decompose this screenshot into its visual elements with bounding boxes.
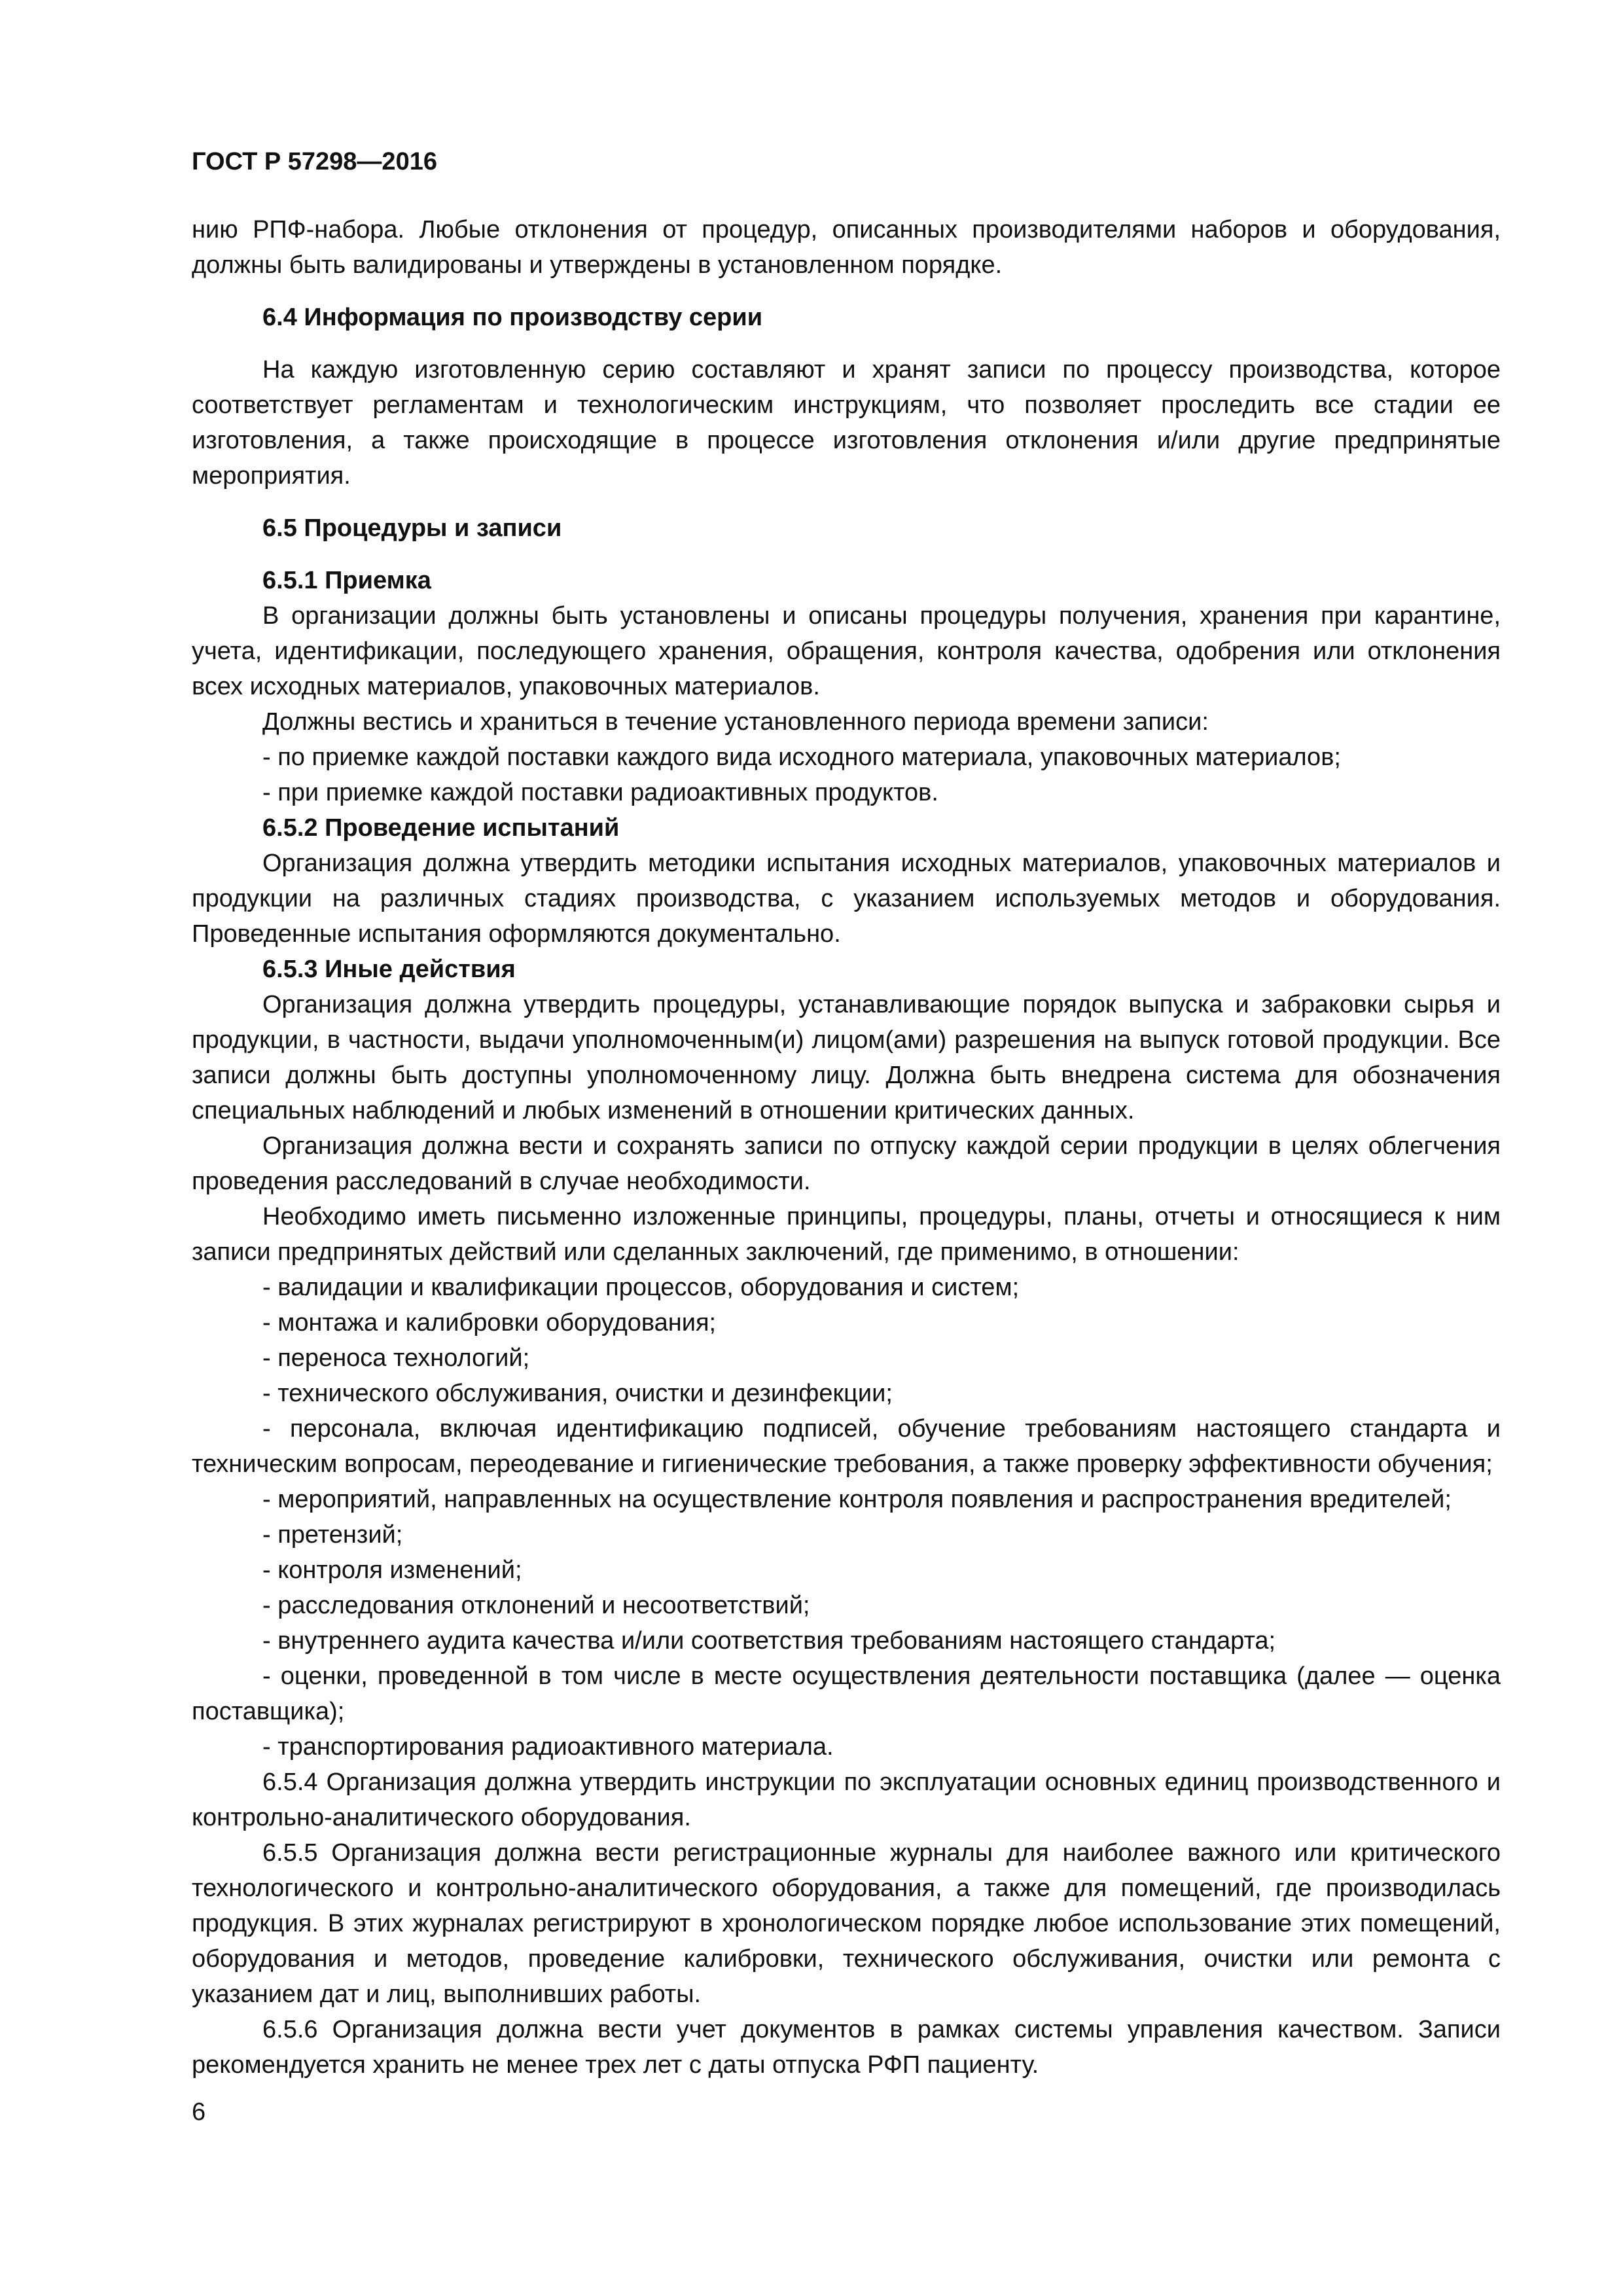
list-item: - персонала, включая идентификацию подписей, обучение требованиям настоящего стандарта и техническим вопросам, переодевание и гигиенические требования, а также проверку эффективности обучения; xyxy=(192,1415,1501,1478)
section-6-5-3-text-b: Организация должна вести и сохранять записи по отпуску каждой серии продукции в целях облегчения проведения расследований в случае необходимости. xyxy=(192,1132,1501,1195)
list-item: - оценки, проведенной в том числе в месте осуществления деятельности поставщика (далее — оценка поставщика); xyxy=(192,1662,1501,1725)
page-number: 6 xyxy=(192,2098,206,2126)
section-6-5-3-title: 6.5.3 Иные действия xyxy=(262,956,516,983)
section-6-5-title: 6.5 Процедуры и записи xyxy=(262,514,562,542)
section-6-5-1-text-a: В организации должны быть установлены и описаны процедуры получения, хранения при карантине, учета, идентификации, последующего хранения, обращения, контроля качества, одобрения или отклонения всех исходных материалов, упаковочных материалов. xyxy=(192,602,1501,700)
list-item: - контроля изменений; xyxy=(262,1556,522,1584)
paragraph-continuation: нию РПФ-набора. Любые отклонения от процедур, описанных производителями наборов и оборудования, должны быть валидированы и утверждены в установленном порядке. xyxy=(192,216,1501,279)
document-page xyxy=(192,149,1501,2083)
list-item: - переноса технологий; xyxy=(262,1344,530,1372)
list-item: - при приемке каждой поставки радиоактивных продуктов. xyxy=(262,779,938,806)
section-6-5-5-text: 6.5.5 Организация должна вести регистрационные журналы для наиболее важного или критического технологического и контрольно-аналитического оборудования, а также для помещений, где производилась продукция. В этих журналах регистрируют в хронологическом порядке любое использование этих помещений, оборудования и методов, проведение калибровки, технического обслуживания, очистки или ремонта с указанием дат и лиц, выполнивших работы. xyxy=(192,1839,1501,2008)
section-6-4-text: На каждую изготовленную серию составляют и хранят записи по процессу производства, которое соответствует регламентам и технологическим инструкциям, что позволяет проследить все стадии ее изготовления, а также происходящие в процессе изготовления отклонения и/или другие предпринятые мероприятия. xyxy=(192,356,1501,490)
list-item: - претензий; xyxy=(262,1521,403,1549)
list-item: - транспортирования радиоактивного материала. xyxy=(262,1733,834,1761)
list-item: - внутреннего аудита качества и/или соответствия требованиям настоящего стандарта; xyxy=(262,1627,1276,1655)
section-6-5-6-text: 6.5.6 Организация должна вести учет документов в рамках системы управления качеством. Записи рекомендуется хранить не менее трех лет с даты отпуска РФП пациенту. xyxy=(192,2016,1501,2079)
section-6-5-3-text-c: Необходимо иметь письменно изложенные принципы, процедуры, планы, отчеты и относящиеся к ним записи предпринятых действий или сделанных заключений, где применимо, в отношении: xyxy=(192,1203,1501,1266)
section-6-5-4-text: 6.5.4 Организация должна утвердить инструкции по эксплуатации основных единиц производственного и контрольно-аналитического оборудования. xyxy=(192,1768,1501,1831)
list-item: - расследования отклонений и несоответствий; xyxy=(262,1592,810,1619)
document-code: ГОСТ Р 57298—2016 xyxy=(192,148,437,175)
section-6-4-title: 6.4 Информация по производству серии xyxy=(262,304,763,331)
section-6-5-1-text-b: Должны вестись и храниться в течение установленного периода времени записи: xyxy=(262,708,1209,736)
list-item: - мероприятий, направленных на осуществление контроля появления и распространения вредителей; xyxy=(262,1486,1452,1513)
section-6-5-3-text-a: Организация должна утвердить процедуры, устанавливающие порядок выпуска и забраковки сырья и продукции, в частности, выдачи уполномоченным(и) лицом(ами) разрешения на выпуск готовой продукции. Все записи должны быть доступны уполномоченному лицу. Должна быть внедрена система для обозначения специальных наблюдений и любых изменений в отношении критических данных. xyxy=(192,991,1501,1124)
list-item: - технического обслуживания, очистки и дезинфекции; xyxy=(262,1380,893,1407)
section-6-5-2-title: 6.5.2 Проведение испытаний xyxy=(262,814,620,842)
list-item: - монтажа и калибровки оборудования; xyxy=(262,1309,717,1336)
list-item: - валидации и квалификации процессов, оборудования и систем; xyxy=(262,1274,1020,1301)
section-6-5-1-title: 6.5.1 Приемка xyxy=(262,567,431,594)
section-6-5-2-text: Организация должна утвердить методики испытания исходных материалов, упаковочных материалов и продукции на различных стадиях производства, с указанием используемых методов и оборудования. Проведенные испытания оформляются документально. xyxy=(192,850,1501,948)
list-item: - по приемке каждой поставки каждого вида исходного материала, упаковочных материалов; xyxy=(262,744,1341,771)
